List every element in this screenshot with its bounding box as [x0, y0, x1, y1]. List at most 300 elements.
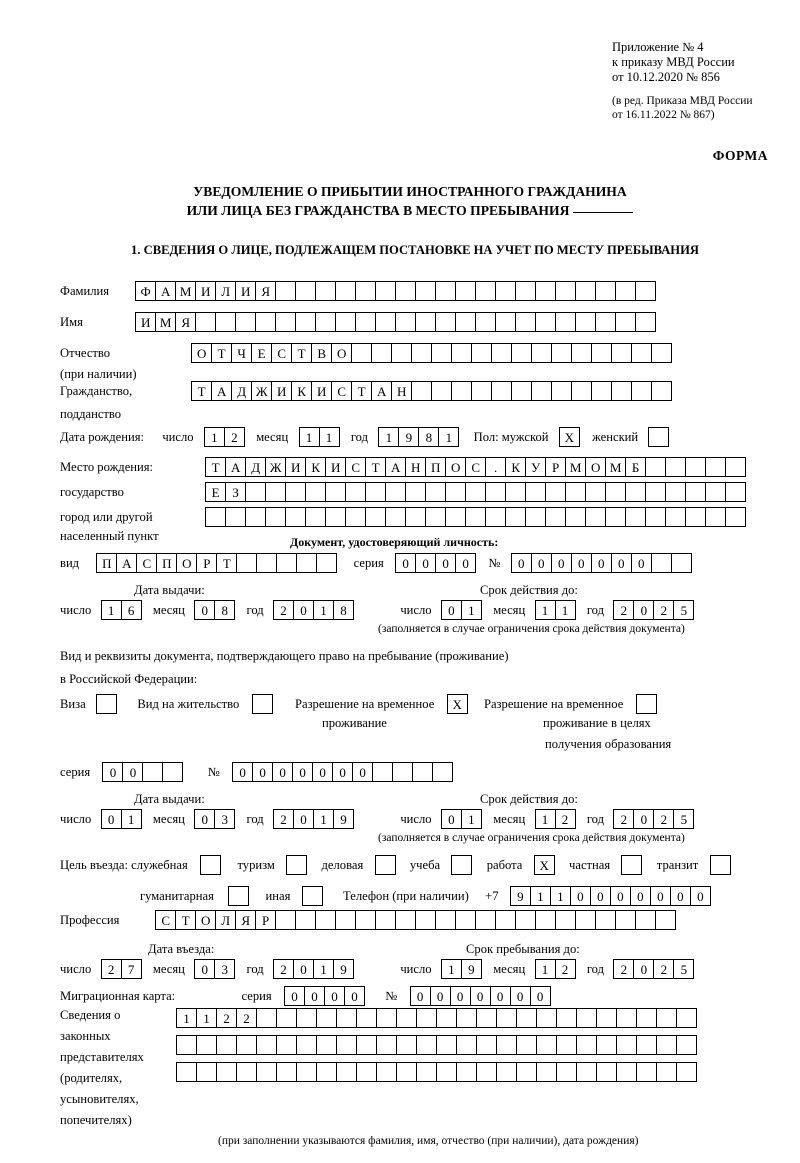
form-cell[interactable]: 0: [395, 553, 416, 573]
form-cell[interactable]: 1: [461, 809, 482, 829]
form-cell[interactable]: М: [605, 457, 626, 477]
form-cell[interactable]: [176, 1035, 197, 1055]
form-cell[interactable]: [315, 910, 336, 930]
form-cell[interactable]: 0: [511, 553, 532, 573]
patronymic-cells[interactable]: [191, 343, 672, 363]
permit-series-cells[interactable]: [102, 762, 183, 782]
form-cell[interactable]: [465, 507, 486, 527]
form-cell[interactable]: [295, 910, 316, 930]
form-cell[interactable]: [345, 507, 366, 527]
form-cell[interactable]: 0: [430, 986, 451, 1006]
form-cell[interactable]: 0: [292, 762, 313, 782]
form-cell[interactable]: [615, 312, 636, 332]
form-cell[interactable]: [616, 1035, 637, 1055]
form-cell[interactable]: [255, 312, 276, 332]
form-cell[interactable]: [256, 553, 277, 573]
form-cell[interactable]: [285, 482, 306, 502]
identity-valid-day-cells[interactable]: [441, 600, 482, 620]
form-cell[interactable]: С: [271, 343, 292, 363]
form-cell[interactable]: [275, 312, 296, 332]
form-cell[interactable]: [276, 553, 297, 573]
form-cell[interactable]: К: [305, 457, 326, 477]
form-cell[interactable]: [665, 507, 686, 527]
form-cell[interactable]: И: [311, 381, 332, 401]
form-cell[interactable]: 0: [611, 553, 632, 573]
form-cell[interactable]: [196, 1062, 217, 1082]
form-cell[interactable]: О: [445, 457, 466, 477]
form-cell[interactable]: [565, 482, 586, 502]
form-cell[interactable]: [395, 312, 416, 332]
form-cell[interactable]: [536, 1035, 557, 1055]
form-cell[interactable]: 2: [613, 809, 634, 829]
sex-female-checkbox[interactable]: [648, 427, 669, 447]
identity-number-cells[interactable]: [511, 553, 692, 573]
form-cell[interactable]: [436, 1008, 457, 1028]
form-cell[interactable]: [395, 910, 416, 930]
form-cell[interactable]: [412, 762, 433, 782]
form-cell[interactable]: [511, 381, 532, 401]
form-cell[interactable]: [676, 1035, 697, 1055]
form-cell[interactable]: Я: [255, 281, 276, 301]
form-cell[interactable]: М: [565, 457, 586, 477]
form-cell[interactable]: [585, 507, 606, 527]
form-cell[interactable]: С: [331, 381, 352, 401]
form-cell[interactable]: [651, 381, 672, 401]
form-cell[interactable]: [496, 1035, 517, 1055]
form-cell[interactable]: 1: [535, 600, 556, 620]
form-cell[interactable]: [605, 507, 626, 527]
form-cell[interactable]: [372, 762, 393, 782]
form-cell[interactable]: Я: [235, 910, 256, 930]
name-cells[interactable]: [135, 312, 656, 332]
form-cell[interactable]: [656, 1008, 677, 1028]
permit-issue-month-cells[interactable]: [194, 809, 235, 829]
form-cell[interactable]: [705, 482, 726, 502]
form-cell[interactable]: [556, 1008, 577, 1028]
form-cell[interactable]: [351, 343, 372, 363]
form-cell[interactable]: [296, 553, 317, 573]
form-cell[interactable]: 0: [293, 809, 314, 829]
form-cell[interactable]: 1: [313, 959, 334, 979]
form-cell[interactable]: 0: [324, 986, 345, 1006]
form-cell[interactable]: 0: [633, 600, 654, 620]
form-cell[interactable]: [256, 1062, 277, 1082]
form-cell[interactable]: [645, 507, 666, 527]
form-cell[interactable]: [371, 343, 392, 363]
form-cell[interactable]: [531, 343, 552, 363]
form-cell[interactable]: [515, 281, 536, 301]
form-cell[interactable]: [596, 1035, 617, 1055]
form-cell[interactable]: [635, 910, 656, 930]
form-cell[interactable]: [485, 507, 506, 527]
form-cell[interactable]: [636, 1008, 657, 1028]
form-cell[interactable]: И: [195, 281, 216, 301]
form-cell[interactable]: [395, 281, 416, 301]
form-cell[interactable]: [725, 507, 746, 527]
form-cell[interactable]: З: [225, 482, 246, 502]
form-cell[interactable]: [665, 457, 686, 477]
identity-valid-year-cells[interactable]: [613, 600, 694, 620]
form-cell[interactable]: [555, 281, 576, 301]
residence-permit-checkbox[interactable]: [252, 694, 273, 714]
form-cell[interactable]: [355, 281, 376, 301]
form-cell[interactable]: Т: [365, 457, 386, 477]
form-cell[interactable]: [456, 1062, 477, 1082]
form-cell[interactable]: [296, 1062, 317, 1082]
form-cell[interactable]: [496, 1008, 517, 1028]
stay-month-cells[interactable]: [535, 959, 576, 979]
form-cell[interactable]: [416, 1062, 437, 1082]
form-cell[interactable]: 1: [121, 809, 142, 829]
form-cell[interactable]: 2: [613, 600, 634, 620]
temp-residence-checkbox[interactable]: Х: [447, 694, 468, 714]
form-cell[interactable]: [516, 1035, 537, 1055]
form-cell[interactable]: [275, 910, 296, 930]
form-cell[interactable]: [635, 312, 656, 332]
form-cell[interactable]: [245, 482, 266, 502]
entry-month-cells[interactable]: [194, 959, 235, 979]
form-cell[interactable]: [345, 482, 366, 502]
form-cell[interactable]: Р: [545, 457, 566, 477]
form-cell[interactable]: [316, 1008, 337, 1028]
form-cell[interactable]: 0: [571, 553, 592, 573]
stay-day-cells[interactable]: [441, 959, 482, 979]
form-cell[interactable]: [435, 281, 456, 301]
form-cell[interactable]: [411, 343, 432, 363]
form-cell[interactable]: [576, 1062, 597, 1082]
form-cell[interactable]: [585, 482, 606, 502]
purpose-tourism-checkbox[interactable]: [286, 855, 307, 875]
form-cell[interactable]: [296, 1035, 317, 1055]
form-cell[interactable]: [515, 312, 536, 332]
form-cell[interactable]: [436, 1062, 457, 1082]
form-cell[interactable]: [535, 312, 556, 332]
birth-year-cells[interactable]: [378, 427, 459, 447]
form-cell[interactable]: 0: [415, 553, 436, 573]
form-cell[interactable]: [456, 1008, 477, 1028]
form-cell[interactable]: [645, 482, 666, 502]
purpose-humanitarian-checkbox[interactable]: [228, 886, 249, 906]
form-cell[interactable]: 0: [455, 553, 476, 573]
form-cell[interactable]: У: [525, 457, 546, 477]
permit-valid-day-cells[interactable]: [441, 809, 482, 829]
form-cell[interactable]: [431, 381, 452, 401]
form-cell[interactable]: 0: [441, 600, 462, 620]
form-cell[interactable]: 1: [555, 600, 576, 620]
form-cell[interactable]: 0: [510, 986, 531, 1006]
form-cell[interactable]: Д: [245, 457, 266, 477]
form-cell[interactable]: [235, 312, 256, 332]
form-cell[interactable]: [245, 507, 266, 527]
form-cell[interactable]: [605, 482, 626, 502]
form-cell[interactable]: [616, 1008, 637, 1028]
form-cell[interactable]: [636, 1035, 657, 1055]
form-cell[interactable]: [455, 312, 476, 332]
form-cell[interactable]: 0: [670, 886, 691, 906]
form-cell[interactable]: 9: [333, 959, 354, 979]
form-cell[interactable]: 0: [293, 600, 314, 620]
form-cell[interactable]: Л: [215, 910, 236, 930]
form-cell[interactable]: [375, 312, 396, 332]
form-cell[interactable]: Н: [391, 381, 412, 401]
form-cell[interactable]: [375, 910, 396, 930]
form-cell[interactable]: [611, 381, 632, 401]
form-cell[interactable]: [705, 457, 726, 477]
form-cell[interactable]: [365, 482, 386, 502]
permit-issue-day-cells[interactable]: [101, 809, 142, 829]
form-cell[interactable]: [531, 381, 552, 401]
form-cell[interactable]: [405, 507, 426, 527]
form-cell[interactable]: [471, 343, 492, 363]
form-cell[interactable]: 0: [470, 986, 491, 1006]
form-cell[interactable]: 3: [214, 809, 235, 829]
form-cell[interactable]: [325, 482, 346, 502]
form-cell[interactable]: [445, 482, 466, 502]
form-cell[interactable]: [315, 281, 336, 301]
form-cell[interactable]: 0: [610, 886, 631, 906]
form-cell[interactable]: 0: [441, 809, 462, 829]
form-cell[interactable]: Т: [216, 553, 237, 573]
form-cell[interactable]: 1: [378, 427, 399, 447]
form-cell[interactable]: [325, 507, 346, 527]
form-cell[interactable]: [555, 312, 576, 332]
form-cell[interactable]: [336, 1062, 357, 1082]
form-cell[interactable]: 0: [633, 809, 654, 829]
form-cell[interactable]: 9: [510, 886, 531, 906]
form-cell[interactable]: [596, 1062, 617, 1082]
form-cell[interactable]: [655, 910, 676, 930]
form-cell[interactable]: [451, 343, 472, 363]
form-cell[interactable]: Е: [205, 482, 226, 502]
form-cell[interactable]: 5: [673, 959, 694, 979]
form-cell[interactable]: [591, 381, 612, 401]
edu-residence-checkbox[interactable]: [636, 694, 657, 714]
form-cell[interactable]: [476, 1035, 497, 1055]
identity-issue-day-cells[interactable]: [101, 600, 142, 620]
form-cell[interactable]: 1: [438, 427, 459, 447]
form-cell[interactable]: [385, 482, 406, 502]
form-cell[interactable]: [356, 1062, 377, 1082]
form-cell[interactable]: [551, 343, 572, 363]
form-cell[interactable]: [435, 312, 456, 332]
entry-year-cells[interactable]: [273, 959, 354, 979]
form-cell[interactable]: 0: [435, 553, 456, 573]
form-cell[interactable]: И: [325, 457, 346, 477]
form-cell[interactable]: [445, 507, 466, 527]
form-cell[interactable]: [676, 1008, 697, 1028]
migration-card-number-cells[interactable]: [410, 986, 551, 1006]
form-cell[interactable]: П: [96, 553, 117, 573]
migration-card-series-cells[interactable]: [284, 986, 365, 1006]
form-cell[interactable]: 0: [352, 762, 373, 782]
form-cell[interactable]: 0: [631, 553, 652, 573]
form-cell[interactable]: [376, 1008, 397, 1028]
form-cell[interactable]: [535, 281, 556, 301]
form-cell[interactable]: Н: [405, 457, 426, 477]
form-cell[interactable]: [631, 381, 652, 401]
form-cell[interactable]: 1: [535, 809, 556, 829]
form-cell[interactable]: 2: [653, 809, 674, 829]
entry-day-cells[interactable]: [101, 959, 142, 979]
form-cell[interactable]: [511, 343, 532, 363]
form-cell[interactable]: И: [135, 312, 156, 332]
form-cell[interactable]: 2: [555, 809, 576, 829]
form-cell[interactable]: [615, 281, 636, 301]
form-cell[interactable]: [571, 381, 592, 401]
form-cell[interactable]: [385, 507, 406, 527]
form-cell[interactable]: 2: [101, 959, 122, 979]
form-cell[interactable]: 2: [555, 959, 576, 979]
form-cell[interactable]: [265, 507, 286, 527]
form-cell[interactable]: [595, 312, 616, 332]
permit-number-cells[interactable]: [232, 762, 453, 782]
form-cell[interactable]: 0: [490, 986, 511, 1006]
form-cell[interactable]: 1: [101, 600, 122, 620]
form-cell[interactable]: С: [136, 553, 157, 573]
form-cell[interactable]: Т: [291, 343, 312, 363]
form-cell[interactable]: [685, 482, 706, 502]
form-cell[interactable]: [335, 312, 356, 332]
form-cell[interactable]: [236, 553, 257, 573]
form-cell[interactable]: [225, 507, 246, 527]
form-cell[interactable]: 0: [252, 762, 273, 782]
form-cell[interactable]: 0: [633, 959, 654, 979]
purpose-business-checkbox[interactable]: [375, 855, 396, 875]
form-cell[interactable]: [276, 1062, 297, 1082]
form-cell[interactable]: 0: [272, 762, 293, 782]
form-cell[interactable]: [216, 1035, 237, 1055]
form-cell[interactable]: 0: [531, 553, 552, 573]
form-cell[interactable]: 0: [194, 600, 215, 620]
form-cell[interactable]: [651, 343, 672, 363]
identity-valid-month-cells[interactable]: [535, 600, 576, 620]
form-cell[interactable]: [416, 1035, 437, 1055]
form-cell[interactable]: 0: [551, 553, 572, 573]
form-cell[interactable]: 0: [690, 886, 711, 906]
form-cell[interactable]: М: [155, 312, 176, 332]
form-cell[interactable]: [471, 381, 492, 401]
form-cell[interactable]: О: [191, 343, 212, 363]
form-cell[interactable]: Е: [251, 343, 272, 363]
form-cell[interactable]: [276, 1008, 297, 1028]
form-cell[interactable]: 1: [299, 427, 320, 447]
form-cell[interactable]: [591, 343, 612, 363]
form-cell[interactable]: [176, 1062, 197, 1082]
form-cell[interactable]: [685, 457, 706, 477]
form-cell[interactable]: Д: [231, 381, 252, 401]
form-cell[interactable]: [576, 1008, 597, 1028]
form-cell[interactable]: 5: [673, 600, 694, 620]
form-cell[interactable]: 1: [441, 959, 462, 979]
permit-valid-month-cells[interactable]: [535, 809, 576, 829]
form-cell[interactable]: К: [291, 381, 312, 401]
purpose-service-checkbox[interactable]: [200, 855, 221, 875]
form-cell[interactable]: 2: [273, 809, 294, 829]
form-cell[interactable]: А: [225, 457, 246, 477]
form-cell[interactable]: 0: [332, 762, 353, 782]
representatives-cells-row1[interactable]: [176, 1008, 697, 1028]
birth-month-cells[interactable]: [299, 427, 340, 447]
form-cell[interactable]: [355, 910, 376, 930]
form-cell[interactable]: 0: [194, 809, 215, 829]
form-cell[interactable]: [216, 1062, 237, 1082]
form-cell[interactable]: [336, 1035, 357, 1055]
form-cell[interactable]: [685, 507, 706, 527]
form-cell[interactable]: 8: [418, 427, 439, 447]
form-cell[interactable]: [425, 482, 446, 502]
form-cell[interactable]: [256, 1035, 277, 1055]
form-cell[interactable]: 2: [273, 600, 294, 620]
form-cell[interactable]: [545, 482, 566, 502]
form-cell[interactable]: [475, 312, 496, 332]
form-cell[interactable]: [285, 507, 306, 527]
form-cell[interactable]: [295, 281, 316, 301]
form-cell[interactable]: [705, 507, 726, 527]
form-cell[interactable]: [365, 507, 386, 527]
form-cell[interactable]: Л: [215, 281, 236, 301]
form-cell[interactable]: [575, 281, 596, 301]
form-cell[interactable]: 0: [570, 886, 591, 906]
form-cell[interactable]: [275, 281, 296, 301]
form-cell[interactable]: [505, 507, 526, 527]
form-cell[interactable]: [435, 910, 456, 930]
form-cell[interactable]: Б: [625, 457, 646, 477]
form-cell[interactable]: [396, 1062, 417, 1082]
form-cell[interactable]: 8: [214, 600, 235, 620]
representatives-cells-row2[interactable]: [176, 1035, 697, 1055]
form-cell[interactable]: 1: [196, 1008, 217, 1028]
form-cell[interactable]: [416, 1008, 437, 1028]
form-cell[interactable]: [276, 1035, 297, 1055]
form-cell[interactable]: Т: [205, 457, 226, 477]
form-cell[interactable]: 1: [204, 427, 225, 447]
form-cell[interactable]: [335, 281, 356, 301]
form-cell[interactable]: 5: [673, 809, 694, 829]
permit-issue-year-cells[interactable]: [273, 809, 354, 829]
form-cell[interactable]: [595, 910, 616, 930]
form-cell[interactable]: [491, 381, 512, 401]
form-cell[interactable]: П: [156, 553, 177, 573]
form-cell[interactable]: [455, 910, 476, 930]
form-cell[interactable]: О: [195, 910, 216, 930]
form-cell[interactable]: 1: [530, 886, 551, 906]
form-cell[interactable]: [625, 482, 646, 502]
form-cell[interactable]: [475, 910, 496, 930]
form-cell[interactable]: [516, 1062, 537, 1082]
form-cell[interactable]: 0: [530, 986, 551, 1006]
form-cell[interactable]: [556, 1062, 577, 1082]
form-cell[interactable]: 9: [461, 959, 482, 979]
form-cell[interactable]: 2: [653, 600, 674, 620]
form-cell[interactable]: [431, 343, 452, 363]
form-cell[interactable]: 8: [333, 600, 354, 620]
form-cell[interactable]: К: [505, 457, 526, 477]
form-cell[interactable]: 2: [216, 1008, 237, 1028]
profession-cells[interactable]: [155, 910, 676, 930]
form-cell[interactable]: [595, 281, 616, 301]
form-cell[interactable]: [305, 507, 326, 527]
form-cell[interactable]: [725, 457, 746, 477]
form-cell[interactable]: 1: [313, 600, 334, 620]
form-cell[interactable]: Т: [211, 343, 232, 363]
form-cell[interactable]: [142, 762, 163, 782]
form-cell[interactable]: Я: [175, 312, 196, 332]
birth-day-cells[interactable]: [204, 427, 245, 447]
form-cell[interactable]: 0: [293, 959, 314, 979]
form-cell[interactable]: 0: [410, 986, 431, 1006]
form-cell[interactable]: [615, 910, 636, 930]
form-cell[interactable]: О: [585, 457, 606, 477]
